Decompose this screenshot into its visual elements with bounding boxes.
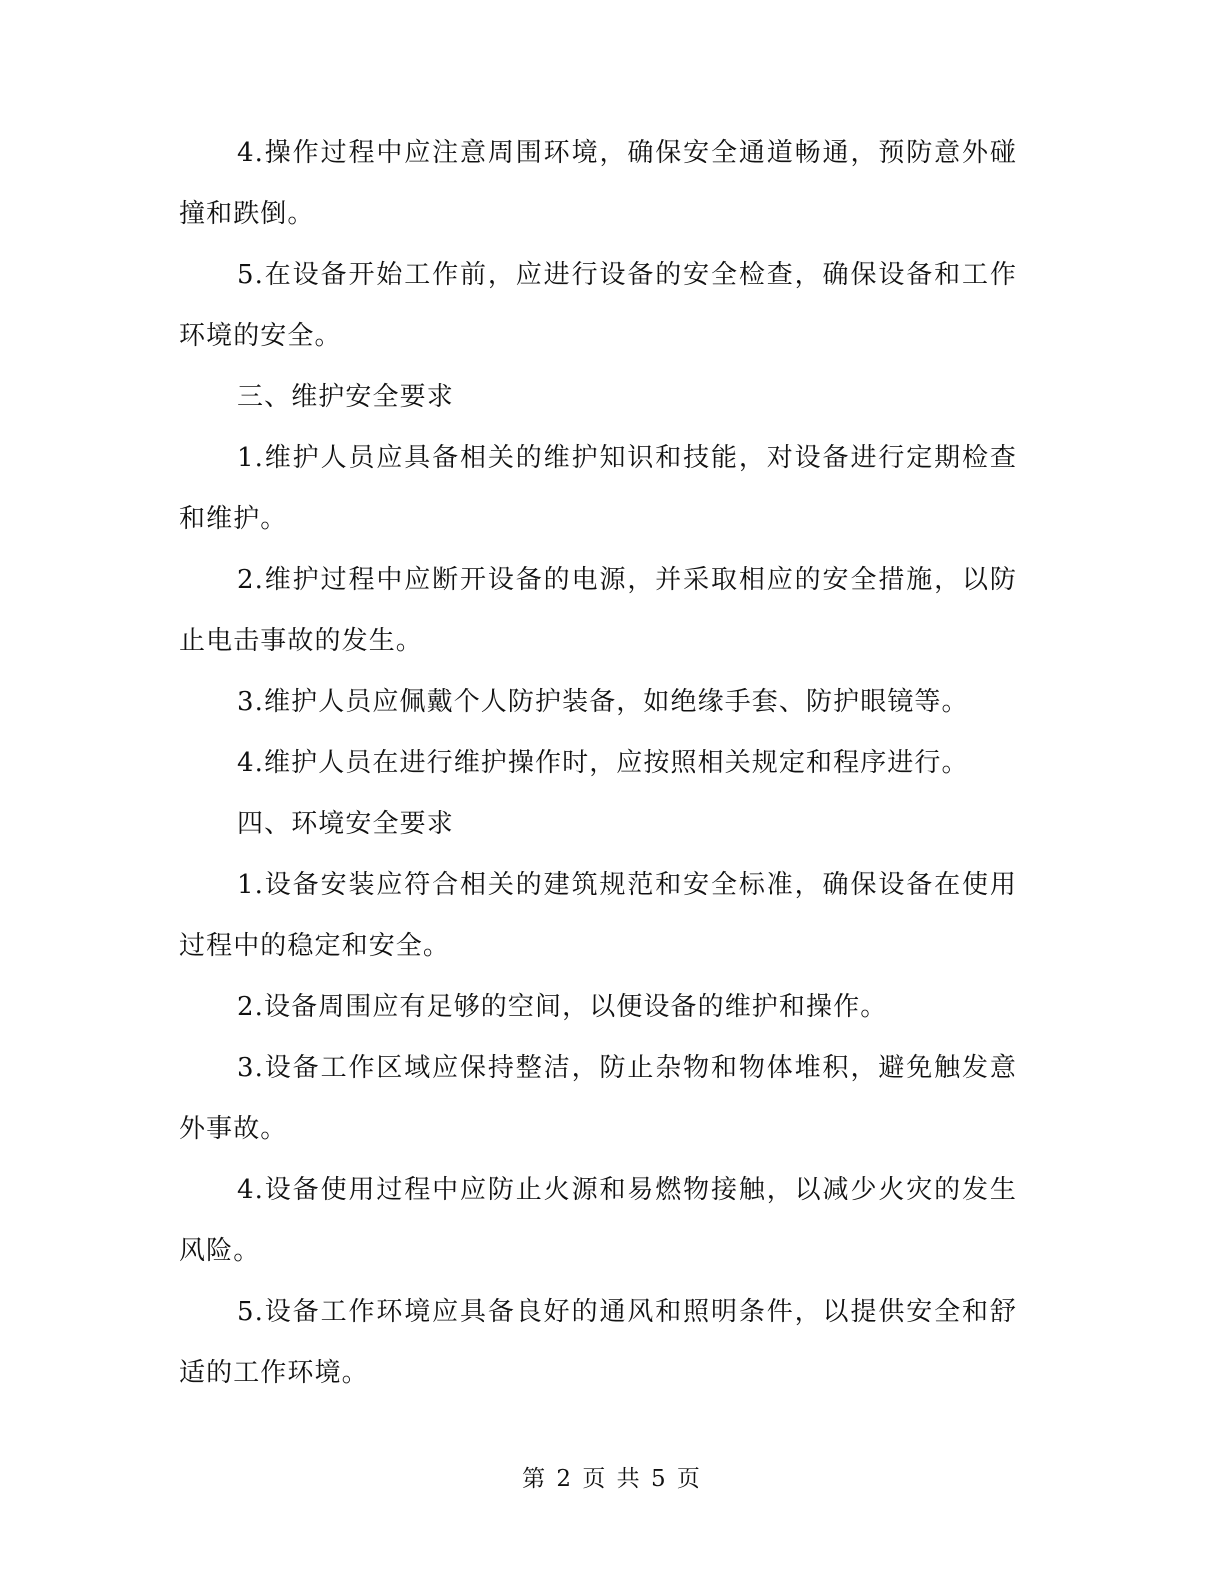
paragraph-env-3: 3.设备工作区域应保持整洁，防止杂物和物体堆积，避免触发意外事故。 xyxy=(179,1053,1017,1144)
paragraph-env-4: 4.设备使用过程中应防止火源和易燃物接触，以减少火灾的发生风险。 xyxy=(179,1175,1017,1266)
paragraph-env-2: 2.设备周围应有足够的空间，以便设备的维护和操作。 xyxy=(237,992,888,1022)
paragraph-env-5: 5.设备工作环境应具备良好的通风和照明条件，以提供安全和舒适的工作环境。 xyxy=(179,1297,1017,1388)
paragraph-op-4: 4.操作过程中应注意周围环境，确保安全通道畅通，预防意外碰撞和跌倒。 xyxy=(179,138,1017,229)
page-number-footer: 第 2 页 共 5 页 xyxy=(522,1466,702,1492)
document-body xyxy=(179,123,1017,1404)
section-heading-maintenance: 三、维护安全要求 xyxy=(237,382,454,412)
paragraph-maint-2: 2.维护过程中应断开设备的电源，并采取相应的安全措施，以防止电击事故的发生。 xyxy=(179,565,1017,656)
paragraph-maint-3: 3.维护人员应佩戴个人防护装备，如绝缘手套、防护眼镜等。 xyxy=(237,687,969,717)
paragraph-maint-4: 4.维护人员在进行维护操作时，应按照相关规定和程序进行。 xyxy=(237,748,969,778)
paragraph-maint-1: 1.维护人员应具备相关的维护知识和技能，对设备进行定期检查和维护。 xyxy=(179,443,1017,534)
paragraph-op-5: 5.在设备开始工作前，应进行设备的安全检查，确保设备和工作环境的安全。 xyxy=(179,260,1017,351)
section-heading-environment: 四、环境安全要求 xyxy=(237,809,454,839)
paragraph-env-1: 1.设备安装应符合相关的建筑规范和安全标准，确保设备在使用过程中的稳定和安全。 xyxy=(179,870,1017,961)
